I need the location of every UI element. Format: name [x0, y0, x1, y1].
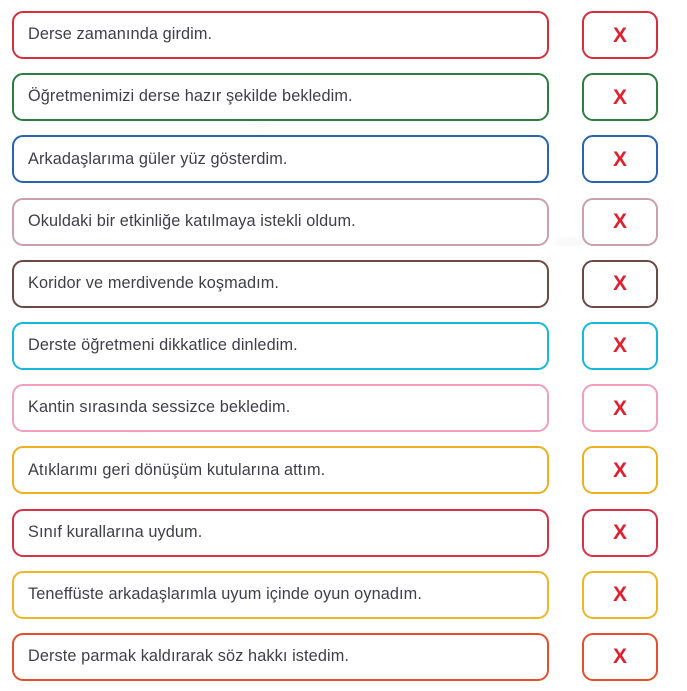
statement-box[interactable] — [12, 198, 549, 246]
x-mark-icon: X — [612, 645, 627, 669]
row-spacer — [549, 446, 582, 494]
x-mark-icon: X — [612, 272, 627, 296]
checklist-row — [12, 571, 675, 619]
answer-box[interactable] — [582, 571, 658, 619]
row-spacer — [549, 260, 582, 308]
answer-box[interactable] — [582, 633, 658, 681]
answer-box[interactable] — [582, 322, 658, 370]
statement-box[interactable] — [12, 509, 549, 557]
x-mark-icon: X — [612, 458, 627, 482]
x-mark-icon: X — [612, 85, 627, 109]
statement-text: Derse zamanında girdim. — [28, 25, 213, 44]
statement-box[interactable] — [12, 135, 549, 183]
statement-text: Teneffüste arkadaşlarımla uyum içinde oyun oynadım. — [28, 584, 422, 603]
statement-text: Koridor ve merdivende koşmadım. — [28, 273, 280, 292]
statement-text: Kantin sırasında sessizce bekledim. — [28, 398, 291, 417]
statement-text: Okuldaki bir etkinliğe katılmaya istekli oldum. — [28, 211, 356, 230]
x-mark-icon: X — [612, 210, 627, 234]
row-spacer — [549, 73, 582, 121]
row-spacer — [549, 509, 582, 557]
checklist-row — [12, 11, 675, 59]
answer-box[interactable] — [582, 11, 658, 59]
row-spacer — [549, 571, 582, 619]
statement-box[interactable] — [12, 73, 549, 121]
row-spacer — [549, 633, 582, 681]
row-spacer — [549, 11, 582, 59]
statement-text: Atıklarımı geri dönüşüm kutularına attım. — [28, 460, 326, 479]
checklist-row — [12, 384, 675, 432]
statement-box[interactable] — [12, 11, 549, 59]
statement-box[interactable] — [12, 322, 549, 370]
answer-box[interactable] — [582, 446, 658, 494]
checklist-row — [12, 509, 675, 557]
x-mark-icon: X — [612, 583, 627, 607]
answer-box[interactable] — [582, 135, 658, 183]
x-mark-icon: X — [612, 521, 627, 544]
x-mark-icon: X — [612, 23, 627, 47]
checklist-row — [12, 73, 675, 121]
answer-box[interactable] — [582, 73, 658, 121]
checklist-row — [12, 135, 675, 183]
answer-box[interactable] — [582, 384, 658, 432]
checklist-row — [12, 446, 675, 494]
answer-box[interactable] — [582, 198, 658, 246]
x-mark-icon: X — [612, 147, 627, 171]
row-spacer — [549, 198, 582, 246]
statement-text: Arkadaşlarıma güler yüz gösterdim. — [28, 149, 288, 168]
row-spacer — [549, 135, 582, 183]
statement-box[interactable] — [12, 633, 549, 681]
answer-box[interactable] — [582, 260, 658, 308]
statement-text: Sınıf kurallarına uydum. — [28, 522, 203, 541]
statement-box[interactable] — [12, 571, 549, 619]
x-mark-icon: X — [612, 396, 627, 420]
statement-box[interactable] — [12, 384, 549, 432]
statement-box[interactable] — [12, 260, 549, 308]
statement-text: Derste parmak kaldırarak söz hakkı istedim. — [28, 647, 349, 666]
row-spacer — [549, 322, 582, 370]
statement-box[interactable] — [12, 446, 549, 494]
statement-text: Öğretmenimizi derse hazır şekilde bekledim. — [28, 87, 353, 106]
checklist-row — [12, 633, 675, 681]
x-mark-icon: X — [612, 334, 627, 358]
row-spacer — [549, 384, 582, 432]
checklist-row — [12, 198, 675, 246]
checklist-row — [12, 260, 675, 308]
checklist-row — [12, 322, 675, 370]
answer-box[interactable] — [582, 509, 658, 557]
statement-text: Derste öğretmeni dikkatlice dinledim. — [28, 336, 298, 355]
